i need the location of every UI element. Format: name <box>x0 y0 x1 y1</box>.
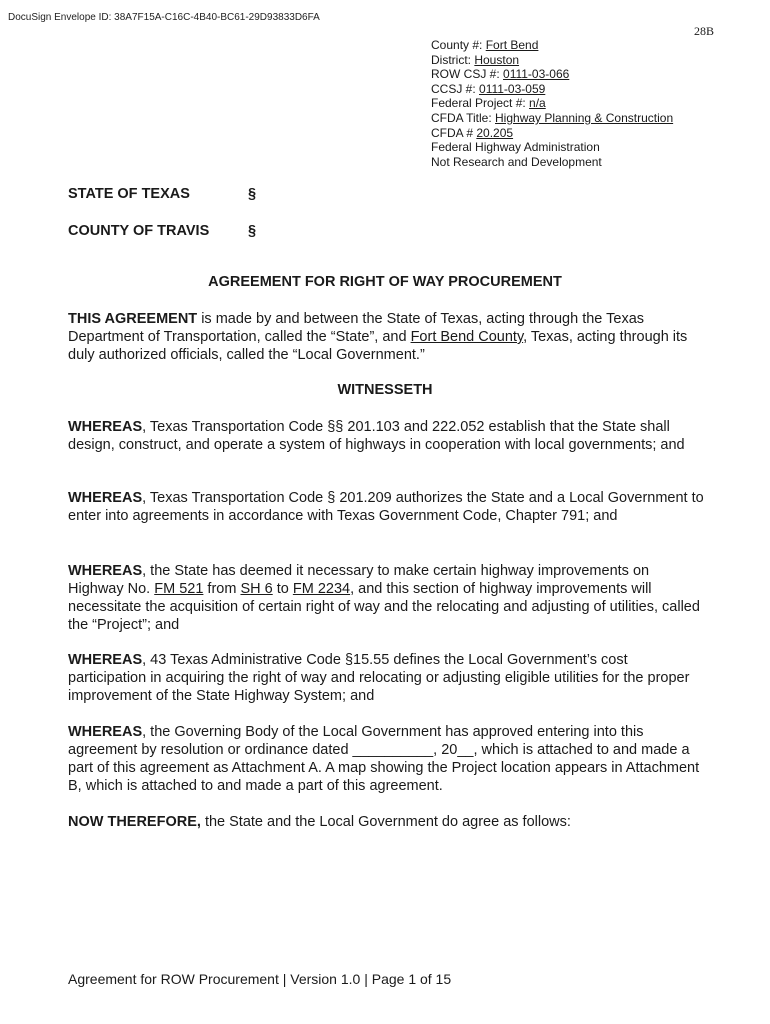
county-value: Fort Bend <box>485 38 539 52</box>
whereas-paragraph-1: WHEREAS, Texas Transportation Code §§ 201.103 and 222.052 establish that the State shall design, construct, and operate a system of highways in cooperation with local governments; and <box>68 419 685 453</box>
page-reference: 28B <box>694 24 715 38</box>
section-sign-state: § <box>248 186 257 202</box>
docusign-envelope-id: DocuSign Envelope ID: 38A7F15A-C16C-4B40-BC61-29D93833D6FA <box>8 12 320 23</box>
federal-project-line: Federal Project #: n/a <box>431 96 546 111</box>
row-csj-value: 0111-03-066 <box>503 67 570 82</box>
page-footer: Agreement for ROW Procurement | Version 1.0 | Page 1 of 15 <box>68 971 452 987</box>
highway-from: SH 6 <box>240 581 273 597</box>
witnesseth-heading: WITNESSETH <box>337 382 433 398</box>
whereas-paragraph-3: WHEREAS, the State has deemed it necessary to make certain highway improvements on Highway No. FM 521 from SH 6 to FM 2234, and this section of highway improvements will necessitate the acquisition of certain right of way and the relocating and adjusting of utilities, called the “Project”; and <box>68 563 700 633</box>
agency-line: Federal Highway Administration <box>431 140 600 155</box>
ccsj-line: CCSJ #: 0111-03-059 <box>431 81 546 96</box>
whereas-paragraph-4: WHEREAS, 43 Texas Administrative Code §15.55 defines the Local Government’s cost participation in acquiring the right of way and relocating or adjusting eligible utilities for the proper improvement of the State Highway System; and <box>68 652 690 704</box>
cfda-title-value: Highway Planning & Construction <box>495 110 674 125</box>
caption-state: STATE OF TEXAS <box>68 186 190 202</box>
district-value: Houston <box>474 52 520 67</box>
row-csj-line: ROW CSJ #: 0111-03-066 <box>431 67 570 82</box>
project-metadata <box>431 38 673 169</box>
cfda-title-line: CFDA Title: Highway Planning & Construction <box>431 110 674 125</box>
highway-to: FM 2234 <box>292 581 351 597</box>
caption-county: COUNTY OF TRAVIS <box>68 223 210 239</box>
section-sign-county: § <box>248 223 257 239</box>
now-therefore-paragraph: NOW THEREFORE, the State and the Local Government do agree as follows: <box>68 814 571 830</box>
cfda-number-value: 20.205 <box>476 125 514 140</box>
county-line: County #: Fort Bend <box>431 38 539 52</box>
research-line: Not Research and Development <box>431 154 602 169</box>
intro-paragraph: THIS AGREEMENT is made by and between the State of Texas, acting through the Texas Department of Transportation, called the “State”, and Fort Bend County, Texas, acting through its duly authorized officials, called the “Local Government.” <box>68 311 688 363</box>
district-line: District: Houston <box>431 52 520 67</box>
ccsj-value: 0111-03-059 <box>479 81 546 96</box>
agreement-title: AGREEMENT FOR RIGHT OF WAY PROCUREMENT <box>208 274 562 290</box>
highway-number: FM 521 <box>154 581 204 597</box>
federal-project-value: n/a <box>529 96 546 111</box>
local-government-name: Fort Bend County <box>410 329 524 345</box>
whereas-paragraph-5: WHEREAS, the Governing Body of the Local Government has approved entering into this agreement by resolution or ordinance dated __________, 20__, which is attached to and made a part of this agreement as Attachment A. A map showing the Project location appears in Attachment B, which is attached to and made a part of this agreement. <box>68 724 700 794</box>
whereas-paragraph-2: WHEREAS, Texas Transportation Code § 201.209 authorizes the State and a Local Government to enter into agreements in accordance with Texas Government Code, Chapter 791; and <box>68 490 704 524</box>
cfda-number-line: CFDA # 20.205 <box>431 125 514 140</box>
